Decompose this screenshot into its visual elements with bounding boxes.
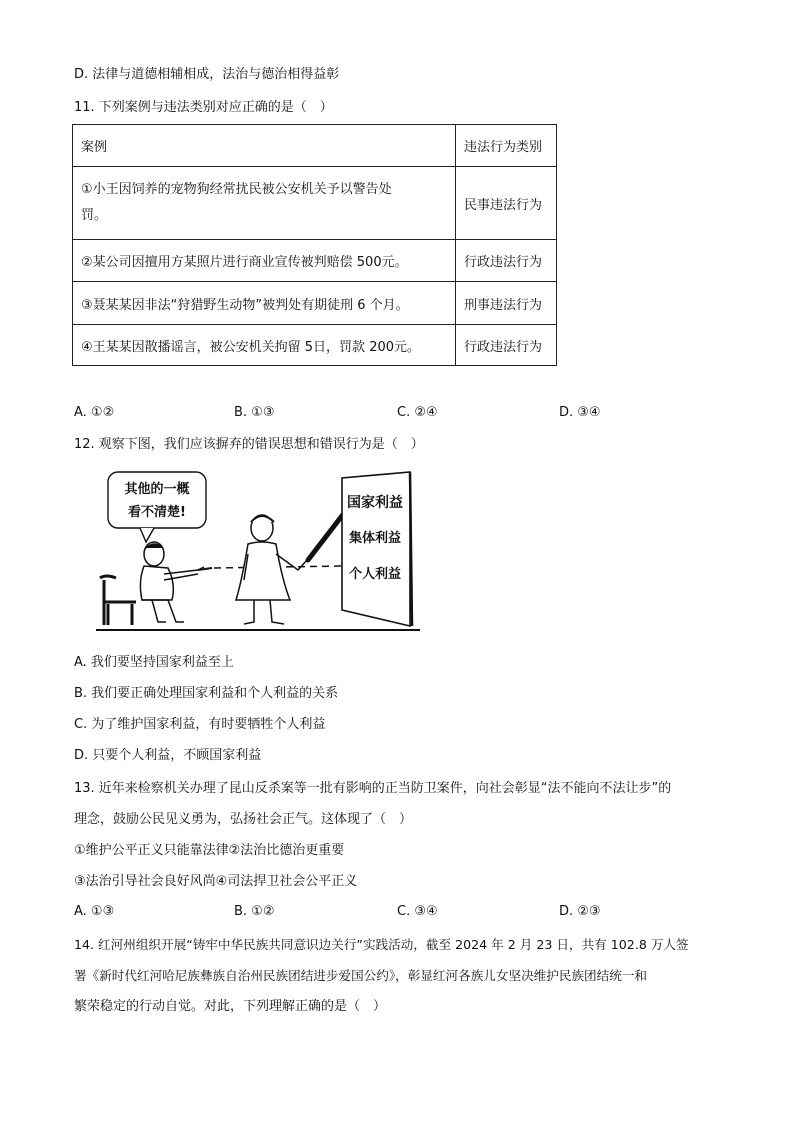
seated-man-figure xyxy=(140,542,212,622)
case-line: ①小王因饲养的宠物狗经常扰民被公安机关予以警告处 xyxy=(81,182,392,197)
speech-text-line2: 看不清楚! xyxy=(128,505,186,520)
table-cell-type: 民事违法行为 xyxy=(456,167,557,240)
q13-option-d[interactable]: D. ②③ xyxy=(559,904,601,919)
q11-options xyxy=(74,404,724,422)
q11-option-d[interactable]: D. ③④ xyxy=(559,405,601,420)
table-row xyxy=(73,240,557,282)
q11-option-a[interactable]: A. ①② xyxy=(74,405,115,420)
table-row xyxy=(73,282,557,325)
q12-option-a[interactable]: A. 我们要坚持国家利益至上 xyxy=(74,655,234,670)
table-cell-case: ④王某某因散播谣言，被公安机关拘留 5日，罚款 200元。 xyxy=(73,325,456,366)
q13-statements-line2: ③法治引导社会良好风尚④司法捍卫社会公平正义 xyxy=(74,874,358,889)
q13-option-c[interactable]: C. ③④ xyxy=(397,904,438,919)
table-cell-type: 刑事违法行为 xyxy=(456,282,557,325)
board-item-personal: 个人利益 xyxy=(348,567,402,582)
table-cell-type: 行政违法行为 xyxy=(456,240,557,282)
chair-icon xyxy=(100,576,136,625)
table-header-case: 案例 xyxy=(73,125,456,167)
table-cell-case xyxy=(73,167,456,240)
table-cell-case: ②某公司因擅用方某照片进行商业宣传被判赔偿 500元。 xyxy=(73,240,456,282)
q13-statements-line1: ①维护公平正义只能靠法律②法治比德治更重要 xyxy=(74,843,345,858)
q13-option-b[interactable]: B. ①② xyxy=(234,904,275,919)
table-header-type: 违法行为类别 xyxy=(456,125,557,167)
case-line: 罚。 xyxy=(81,208,108,223)
board-item-collective: 集体利益 xyxy=(348,531,402,546)
q10-option-d: D. 法律与道德相辅相成，法治与德治相得益彰 xyxy=(74,67,340,82)
table-cell-type: 行政违法行为 xyxy=(456,325,557,366)
table-row xyxy=(73,167,557,240)
q11-option-b[interactable]: B. ①③ xyxy=(234,405,275,420)
speech-bubble-tail xyxy=(140,528,154,542)
table-cell-case: ③聂某某因非法“狩猎野生动物”被判处有期徒刑 6 个月。 xyxy=(73,282,456,325)
q11-stem: 11. 下列案例与违法类别对应正确的是（ ） xyxy=(74,100,333,115)
speech-text-line1: 其他的一概 xyxy=(124,482,190,497)
q13-stem-line2: 理念，鼓励公民见义勇为，弘扬社会正气。这体现了（ ） xyxy=(74,812,413,827)
q13-option-a[interactable]: A. ①③ xyxy=(74,904,115,919)
q12-option-c[interactable]: C. 为了维护国家利益，有时要牺牲个人利益 xyxy=(74,717,326,732)
cartoon-illustration xyxy=(94,470,424,635)
q12-option-b[interactable]: B. 我们要正确处理国家利益和个人利益的关系 xyxy=(74,686,339,701)
standing-man-figure xyxy=(236,515,318,624)
q14-stem-line1: 14. 红河州组织开展“铸牢中华民族共同意识边关行”实践活动，截至 2024 年 2 月 23 日，共有 102.8 万人签 xyxy=(74,937,689,952)
q12-stem: 12. 观察下图，我们应该摒弃的错误思想和错误行为是（ ） xyxy=(74,437,424,452)
q12-option-d[interactable]: D. 只要个人利益，不顾国家利益 xyxy=(74,748,262,763)
table-row xyxy=(73,325,557,366)
q14-stem-line3: 繁荣稳定的行动自觉。对此，下列理解正确的是（ ） xyxy=(74,999,387,1014)
q13-stem-line1: 13. 近年来检察机关办理了昆山反杀案等一批有影响的正当防卫案件，向社会彰显“法不能向不法让步”的 xyxy=(74,781,672,796)
table-header-row xyxy=(73,125,557,167)
q14-stem-line2: 署《新时代红河哈尼族彝族自治州民族团结进步爱国公约》，彰显红河各族儿女坚决维护民族团结统一和 xyxy=(74,968,648,983)
q13-options xyxy=(74,903,724,921)
board-item-national: 国家利益 xyxy=(347,495,403,511)
q11-table xyxy=(72,124,557,366)
q11-option-c[interactable]: C. ②④ xyxy=(397,405,438,420)
